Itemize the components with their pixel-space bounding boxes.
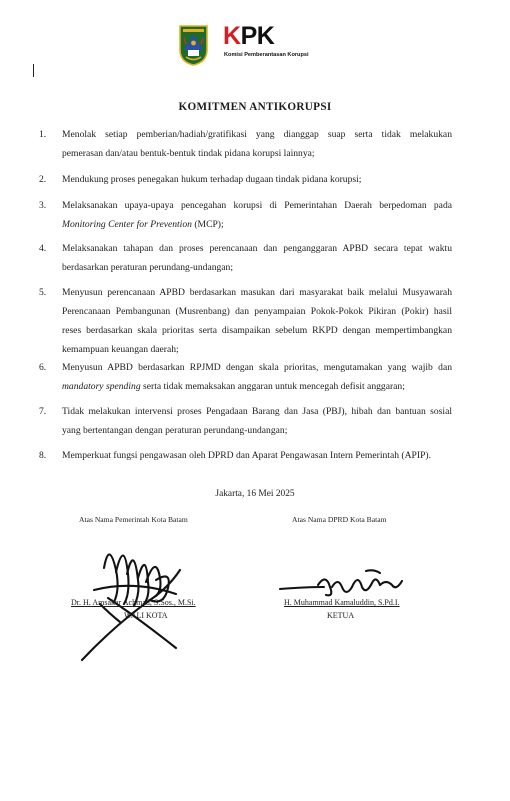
right-signatory-role: KETUA [327, 611, 355, 620]
item-line: kemampuan keuangan daerah; [62, 344, 179, 355]
item-line: Menyusun APBD berdasarkan RPJMD dengan skala prioritas, mengutamakan yang wajib dan [62, 362, 452, 373]
item-line: Melaksanakan upaya-upaya pencegahan korupsi di Pemerintahan Daerah berpedoman pada [62, 200, 452, 211]
kpk-logo [223, 24, 309, 58]
item-line: Memperkuat fungsi pengawasan oleh DPRD dan Aparat Pengawasan Intern Pemerintah (APIP). [62, 450, 432, 461]
item-line: Melaksanakan tahapan dan proses perencanaan dan penganggaran APBD secara tepat waktu [62, 243, 452, 254]
item-line: Tidak melakukan intervensi proses Pengadaan Barang dan Jasa (PBJ), hibah dan bantuan sosial [62, 406, 452, 417]
signing-date: Jakarta, 16 Mei 2025 [215, 489, 295, 499]
header-logos [178, 24, 309, 66]
left-signatory-label: Atas Nama Pemerintah Kota Batam [79, 515, 188, 524]
item-number: 7. [39, 406, 47, 417]
kpk-logo-mark: KPK [223, 22, 275, 50]
item-line-rest: (MCP); [191, 219, 224, 230]
margin-mark [33, 64, 34, 77]
item-number: 5. [39, 287, 47, 298]
document-title: KOMITMEN ANTIKORUPSI [178, 101, 332, 113]
item-number: 4. [39, 243, 47, 254]
italic-term: mandatory spending [62, 381, 141, 392]
item-line: yang bertentangan dengan peraturan perundang-undangan; [62, 425, 288, 436]
item-line: Menyusun perencanaan APBD berdasarkan masukan dari masyarakat baik melalui Musyawarah [62, 287, 452, 298]
right-signatory-label: Atas Nama DPRD Kota Batam [292, 515, 387, 524]
left-signatory-name: Dr. H. Amsakar Achmad, S.Sos., M.Si. [71, 598, 196, 607]
kpk-subtitle: Komisi Pemberantasan Korupsi [224, 52, 309, 58]
right-signatory-name: H. Muhammad Kamaluddin, S.Pd.I. [284, 598, 400, 607]
item-number: 1. [39, 129, 47, 140]
batam-emblem-icon [178, 24, 209, 66]
item-line: pemerasan dan/atau bentuk-bentuk tindak pidana korupsi lainnya; [62, 148, 315, 159]
left-signatory-role: WALI KOTA [124, 611, 168, 620]
item-number: 3. [39, 200, 47, 211]
item-line-rest: serta tidak memaksakan anggaran untuk mencegah defisit anggaran; [140, 381, 405, 392]
item-line: Mendukung proses penegakan hukum terhadap dugaan tindak pidana korupsi; [62, 174, 362, 185]
item-line: berdasarkan peraturan perundang-undangan; [62, 262, 234, 273]
item-line [62, 377, 452, 396]
italic-term: Monitoring Center for Prevention [62, 219, 192, 230]
item-line: Perencanaan Pembangunan (Musrenbang) dan penyampaian Pokok-Pokok Pikiran (Pokir) hasil [62, 306, 452, 317]
item-line: Menolak setiap pemberian/hadiah/gratifikasi yang dianggap suap serta tidak melakukan [62, 129, 452, 140]
item-line: reses berdasarkan skala prioritas serta disampaikan sebelum RKPD dengan mempertimbangkan [62, 325, 452, 336]
item-number: 2. [39, 174, 47, 185]
item-number: 8. [39, 450, 47, 461]
item-line [62, 215, 452, 234]
item-number: 6. [39, 362, 47, 373]
